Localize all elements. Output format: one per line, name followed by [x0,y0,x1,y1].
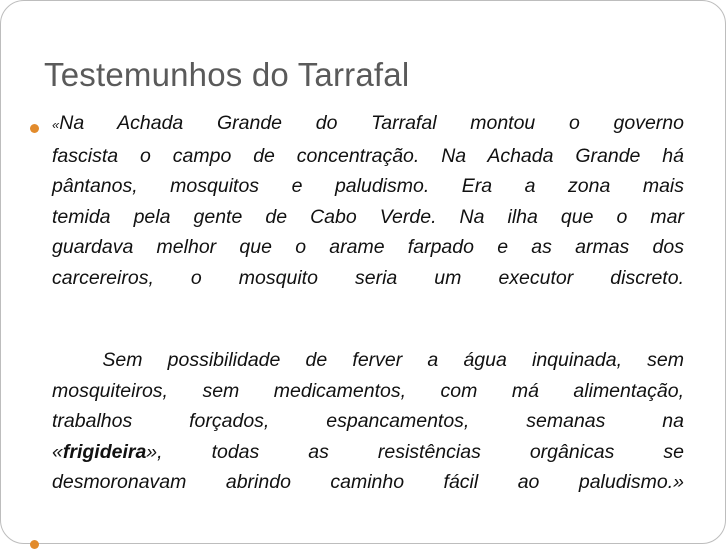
slide-title: Testemunhos do Tarrafal [44,56,410,93]
line-text: », todas as resistências orgânicas se [146,440,684,463]
paragraph-line: trabalhos forçados, espancamentos, semanas na [52,410,684,432]
line-text: Na Achada Grande do Tarrafal montou o governo [59,112,684,134]
open-quote: « [52,440,63,463]
paragraph-line [52,437,684,468]
paragraph-2 [52,345,684,498]
bullet-icon [30,540,39,549]
paragraph-line: fascista o campo de concentração. Na Achada Grande há [52,144,684,167]
bullet-icon [30,124,39,133]
paragraph-line: guardava melhor que o arame farpado e as armas dos [52,236,684,258]
paragraph-line [52,345,684,376]
paragraph-line: desmoronavam abrindo caminho fácil ao paludismo.» [52,471,684,493]
line-text: Sem possibilidade de ferver a água inquinada, sem [77,349,685,371]
paragraph-1 [52,108,684,293]
paragraph-line [52,108,684,141]
paragraph-line: temida pela gente de Cabo Verde. Na ilha que o mar [52,205,684,228]
paragraph-line: carcereiros, o mosquito seria um executor discreto. [52,266,684,289]
paragraph-line: mosquiteiros, sem medicamentos, com má alimentação, [52,379,684,402]
quote-mark: « [52,117,60,132]
paragraph-line: pântanos, mosquitos e paludismo. Era a zona mais [52,175,684,197]
bold-word-frigideira: frigideira [62,440,147,463]
